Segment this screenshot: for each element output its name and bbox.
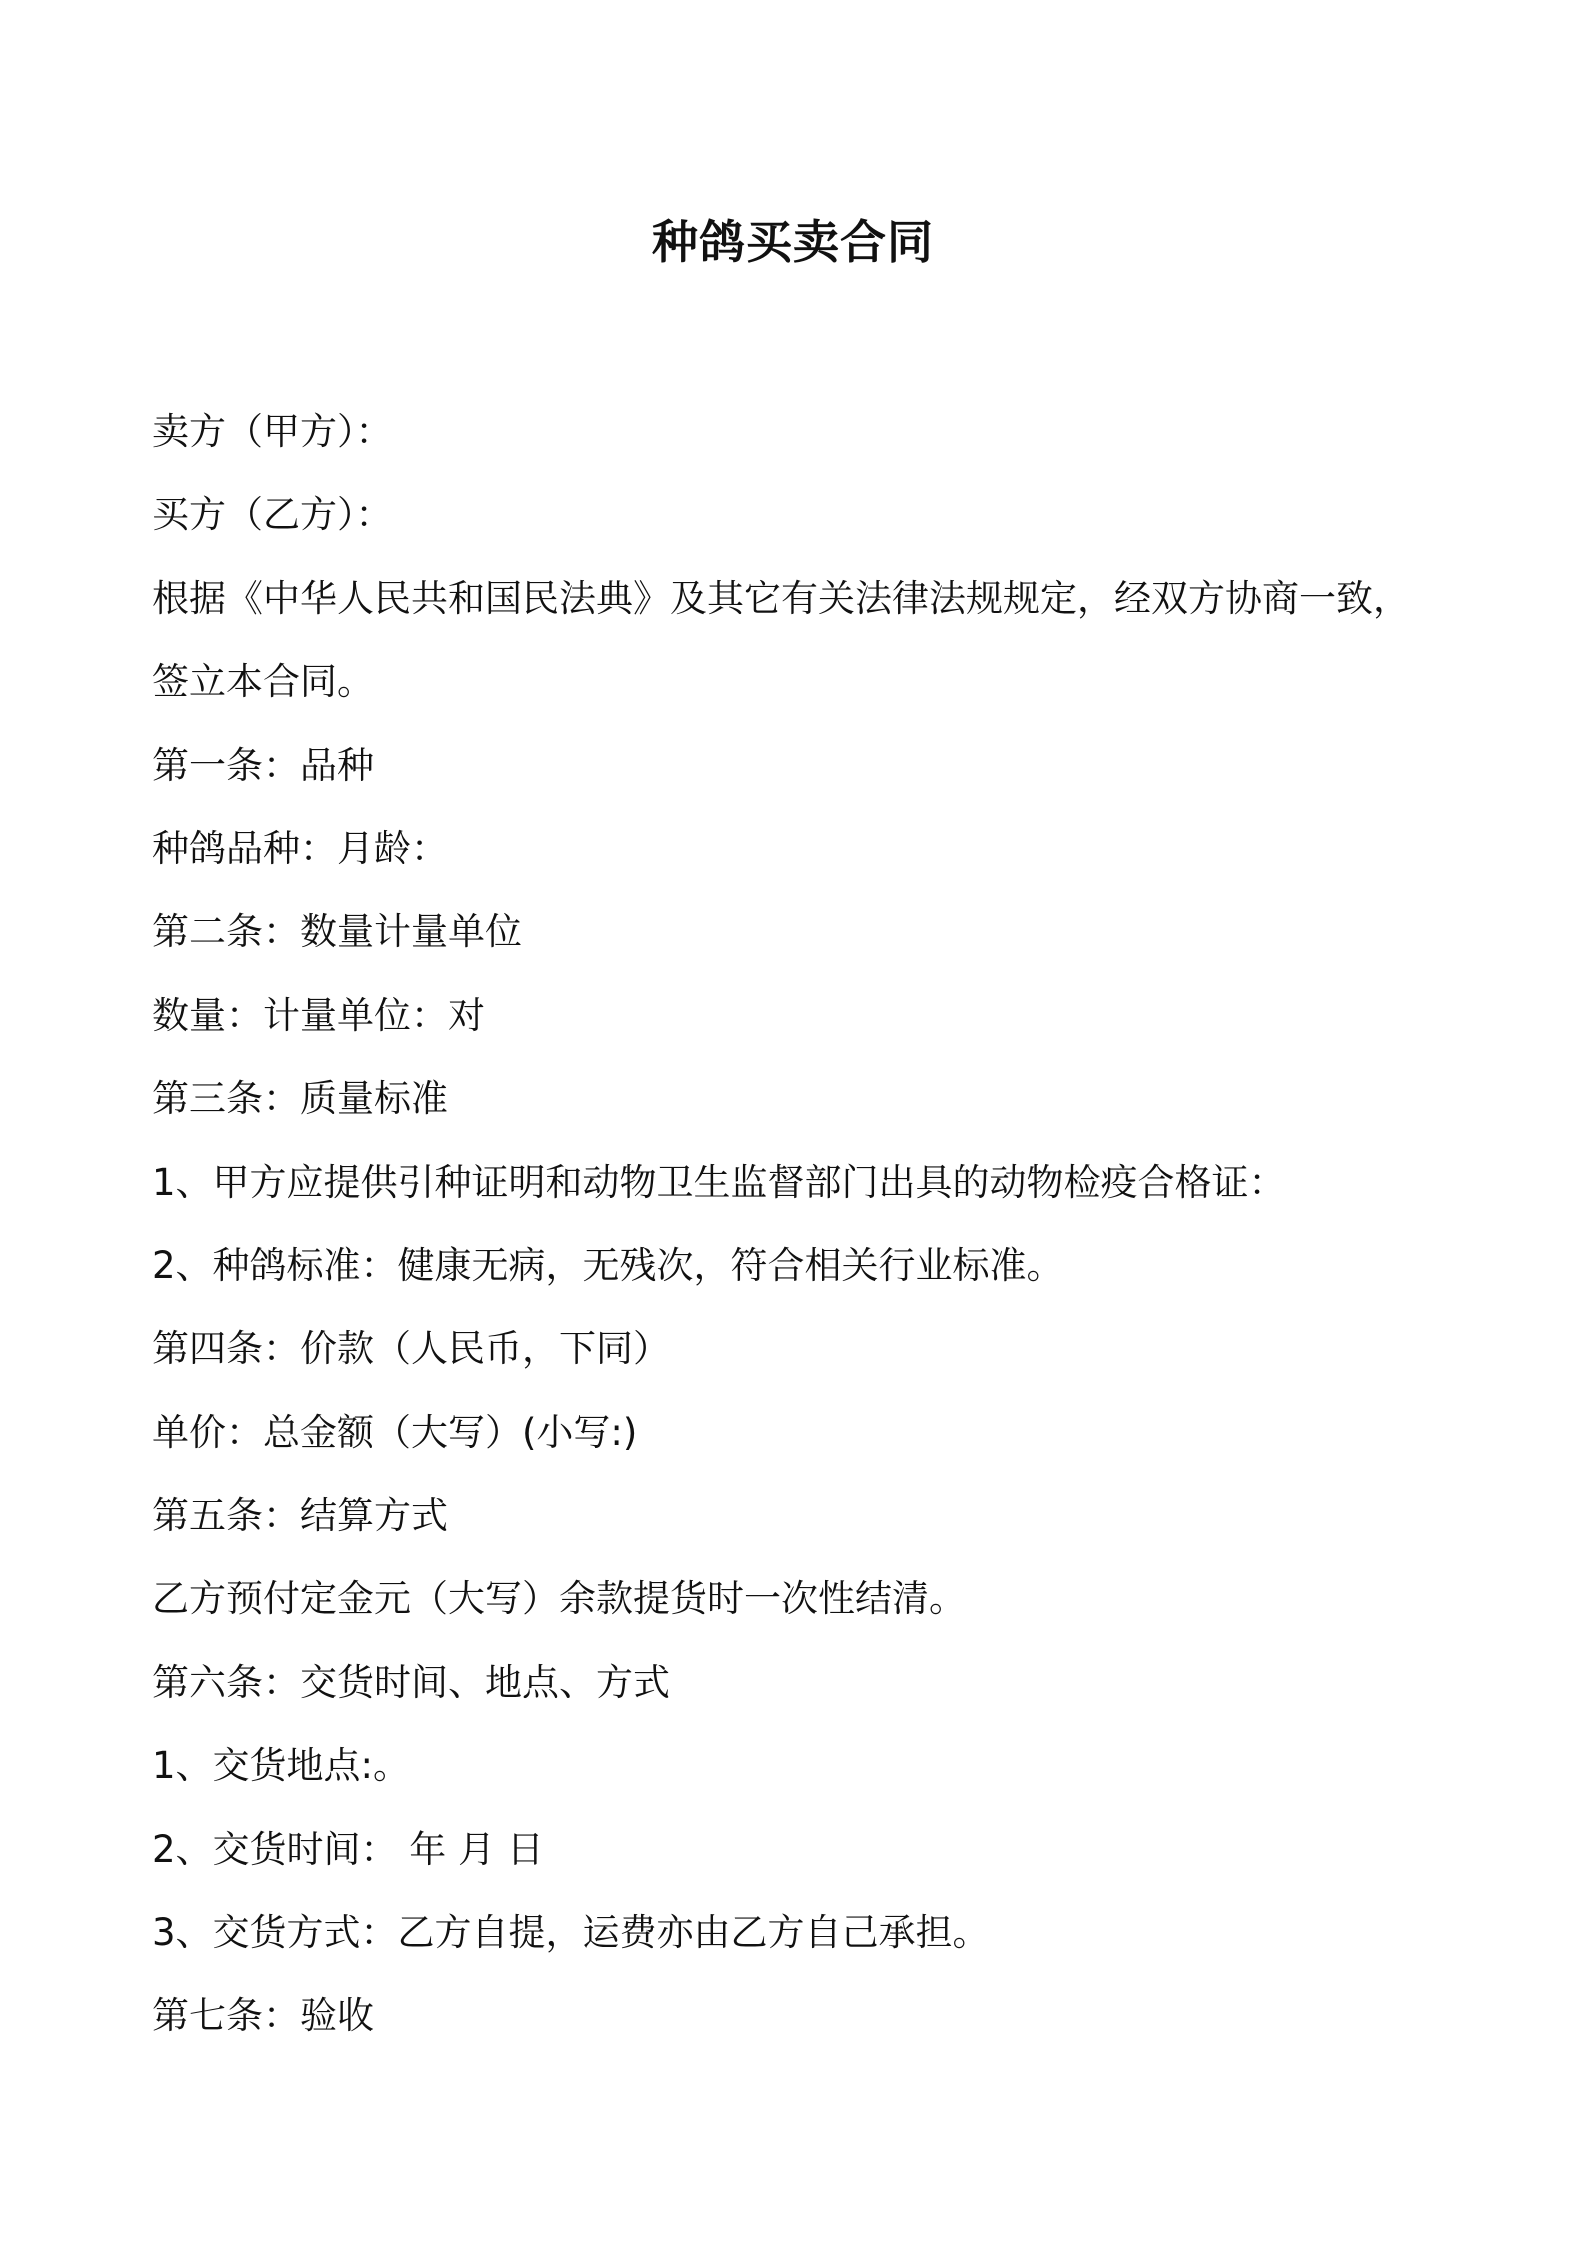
contract-body bbox=[152, 402, 1452, 2070]
document-title: 种鸽买卖合同 bbox=[652, 215, 934, 269]
quality-clause-2: 2、种鸽标准：健康无病，无残次，符合相关行业标准。 bbox=[152, 1243, 1064, 1287]
seller-party-line: 卖方（甲方）： bbox=[152, 410, 393, 453]
buyer-party-line: 买方（乙方）： bbox=[152, 493, 393, 537]
settlement-line: 乙方预付定金元（大写）余款提货时一次性结清。 bbox=[152, 1577, 966, 1621]
article-2-heading: 第二条：数量计量单位 bbox=[152, 910, 522, 954]
quality-clause-1: 1、甲方应提供引种证明和动物卫生监督部门出具的动物检疫合格证： bbox=[152, 1160, 1286, 1204]
article-3-heading: 第三条：质量标准 bbox=[152, 1077, 448, 1121]
article-1-heading: 第一条：品种 bbox=[152, 743, 374, 787]
delivery-time-line: 2、交货时间： 年 月 日 bbox=[152, 1827, 544, 1871]
preamble-line-1: 根据《中华人民共和国民法典》及其它有关法律法规规定，经双方协商一致， bbox=[152, 576, 1410, 620]
breed-and-age-line: 种鸽品种：月龄： bbox=[152, 826, 448, 870]
quantity-unit-line: 数量：计量单位：对 bbox=[152, 993, 485, 1037]
delivery-method-line: 3、交货方式：乙方自提，运费亦由乙方自己承担。 bbox=[152, 1911, 990, 1955]
preamble-line-2: 签立本合同。 bbox=[152, 660, 374, 704]
delivery-location-line: 1、交货地点:。 bbox=[152, 1744, 411, 1788]
article-6-heading: 第六条：交货时间、地点、方式 bbox=[152, 1660, 670, 1704]
article-5-heading: 第五条：结算方式 bbox=[152, 1494, 448, 1538]
price-line: 单价：总金额（大写）(小写:) bbox=[152, 1410, 638, 1454]
article-4-heading: 第四条：价款（人民币，下同） bbox=[152, 1327, 670, 1371]
article-7-heading: 第七条：验收 bbox=[152, 1994, 374, 2038]
